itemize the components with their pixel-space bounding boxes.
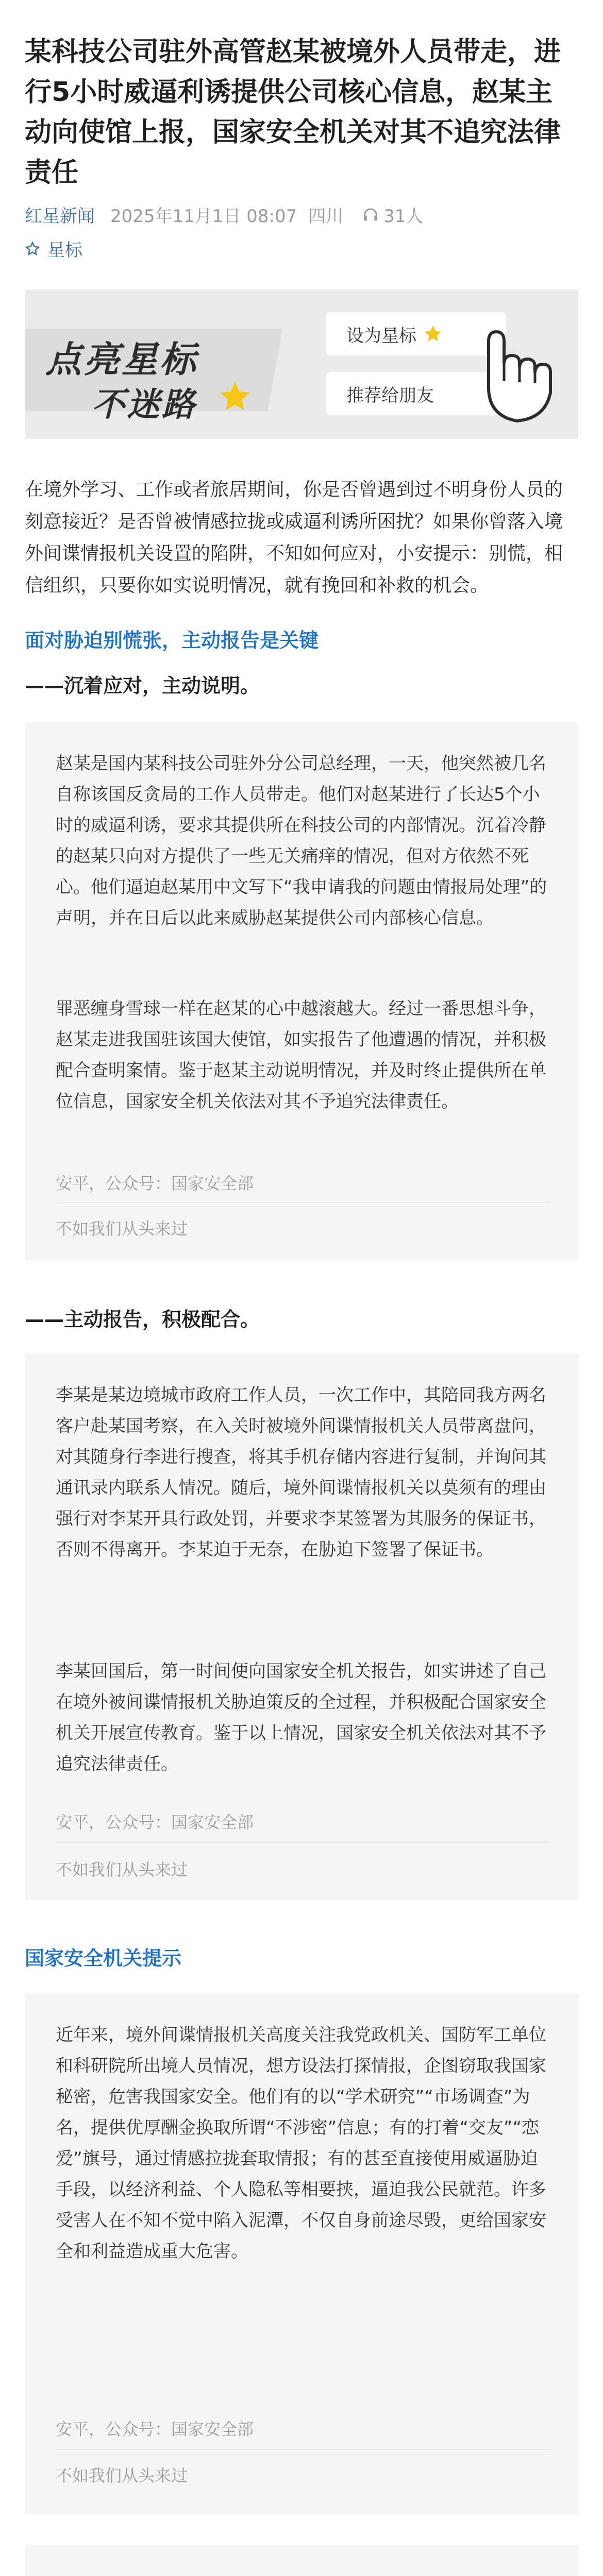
quote-3-paragraph-1: 近年来，境外间谍情报机关高度关注我党政机关、国防军工单位和科研院所出境人员情况，想方设法打探情报，企图窃取我国家秘密，危害我国家安全。他们有的以“学术研究”“市场调查”为名，提供优厚酬金换取所谓“不涉密”信息；有的打着“交友”“恋爱”旗号，通过情感拉拢套取情报；有的甚至直接使用威逼胁迫手段，以经济利益、个人隐私等相要挟，逼迫我公民就范。许多受害人在不知不觉中陷入泥潭，不仅自身前途尽毁，更给国家安全和利益造成重大危害。 <box>56 2025 546 2262</box>
star-outline-icon <box>25 241 40 257</box>
quote-card-1 <box>25 722 578 1260</box>
listen-count[interactable] <box>362 202 423 227</box>
quote-1-report-link[interactable]: 不如我们从头来过 <box>56 1219 188 1239</box>
article-title: 某科技公司驻外高管赵某被境外人员带走，进行5小时威逼利诱提供公司核心信息，赵某主动向使馆上报，国家安全机关对其不追究法律责任 <box>25 37 561 188</box>
publish-date: 2025年11月1日 08:07 <box>110 206 297 227</box>
star-icon <box>423 324 443 344</box>
quote-4-paragraph-1 <box>56 2571 550 2576</box>
section-heading-2: 国家安全机关提示 <box>25 1947 182 1970</box>
section-heading-1: 面对胁迫别慌张，主动报告是关键 <box>25 629 319 652</box>
quote-1-paragraph-2: 罪恶缠身雪球一样在赵某的心中越滚越大。经过一番思想斗争，赵某走进我国驻该国大使馆，如实报告了他遭遇的情况，并积极配合查明案情。鉴于赵某主动说明情况，并及时终止提供所在单位信息，国家安全机关依法对其不予追究法律责任。 <box>56 998 546 1112</box>
quote-card-3 <box>25 1994 578 2514</box>
quote-1-source: 安平，公众号：国家安全部 <box>56 1174 254 1193</box>
quote-card-2 <box>25 1354 578 1900</box>
star-label: 星标 <box>47 240 82 261</box>
set-star-label: 设为星标 <box>346 325 416 346</box>
quote-2-source: 安平，公众号：国家安全部 <box>56 1812 254 1832</box>
quote-2-paragraph-2: 李某回国后，第一时间便向国家安全机关报告，如实讲述了自己在境外被间谍情报机关胁迫策反的全过程，并积极配合国家安全机关开展宣传教育。鉴于以上情况，国家安全机关依法对其不予追究法律责任。 <box>56 1661 546 1774</box>
listen-count-label: 31人 <box>383 206 424 227</box>
star-button[interactable] <box>25 236 82 261</box>
quote-2-report-link[interactable]: 不如我们从头来过 <box>56 1860 188 1879</box>
quote-3-divider <box>56 2449 550 2450</box>
source-link[interactable]: 红星新闻 <box>25 206 95 227</box>
recommend-label: 推荐给朋友 <box>346 385 434 406</box>
quote-3-source: 安平，公众号：国家安全部 <box>56 2419 254 2439</box>
slogan-line-2: 不迷路 <box>92 386 197 424</box>
quote-card-4 <box>25 2545 578 2576</box>
hand-pointer-icon <box>473 326 561 429</box>
sub-heading-2: ——主动报告，积极配合。 <box>25 1308 260 1331</box>
publish-region: 四川 <box>308 206 344 227</box>
headphone-icon <box>362 206 379 224</box>
quote-2-divider <box>56 1842 550 1843</box>
star-icon <box>216 378 254 415</box>
star-promo-banner <box>25 290 578 439</box>
quote-1-divider <box>56 1202 550 1203</box>
quote-2-paragraph-1: 李某是某边境城市政府工作人员，一次工作中，其陪同我方两名客户赴某国考察，在入关时被境外间谍情报机关人员带离盘问，对其随身行李进行搜查，将其手机存储内容进行复制，并询问其通讯录内联系人情况。随后，境外间谍情报机关以莫须有的理由强行对李某开具行政处罚，并要求李某签署为其服务的保证书，否则不得离开。李某迫于无奈，在胁迫下签署了保证书。 <box>56 1385 546 1560</box>
quote-3-report-link[interactable]: 不如我们从头来过 <box>56 2466 188 2485</box>
quote-1-paragraph-1: 赵某是国内某科技公司驻外分公司总经理，一天，他突然被几名自称该国反贪局的工作人员带走。他们对赵某进行了长达5个小时的威逼利诱，要求其提供所在科技公司的内部情况。沉着冷静的赵某只向对方提供了一些无关痛痒的情况，但对方依然不死心。他们逼迫赵某用中文写下“我申请我的问题由情报局处理”的声明，并在日后以此来威胁赵某提供公司内部核心信息。 <box>56 753 547 928</box>
slogan-line-1: 点亮星标 <box>45 338 198 381</box>
intro-paragraph: 在境外学习、工作或者旅居期间，你是否曾遇到过不明身份人员的刻意接近？是否曾被情感拉拢或威逼利诱所困扰？如果你曾落入境外间谍情报机关设置的陷阱，不知如何应对，小安提示：别慌，相信组织，只要你如实说明情况，就有挽回和补救的机会。 <box>25 479 563 596</box>
article-meta <box>25 202 578 227</box>
sub-heading-1: ——沉着应对，主动说明。 <box>25 674 260 697</box>
